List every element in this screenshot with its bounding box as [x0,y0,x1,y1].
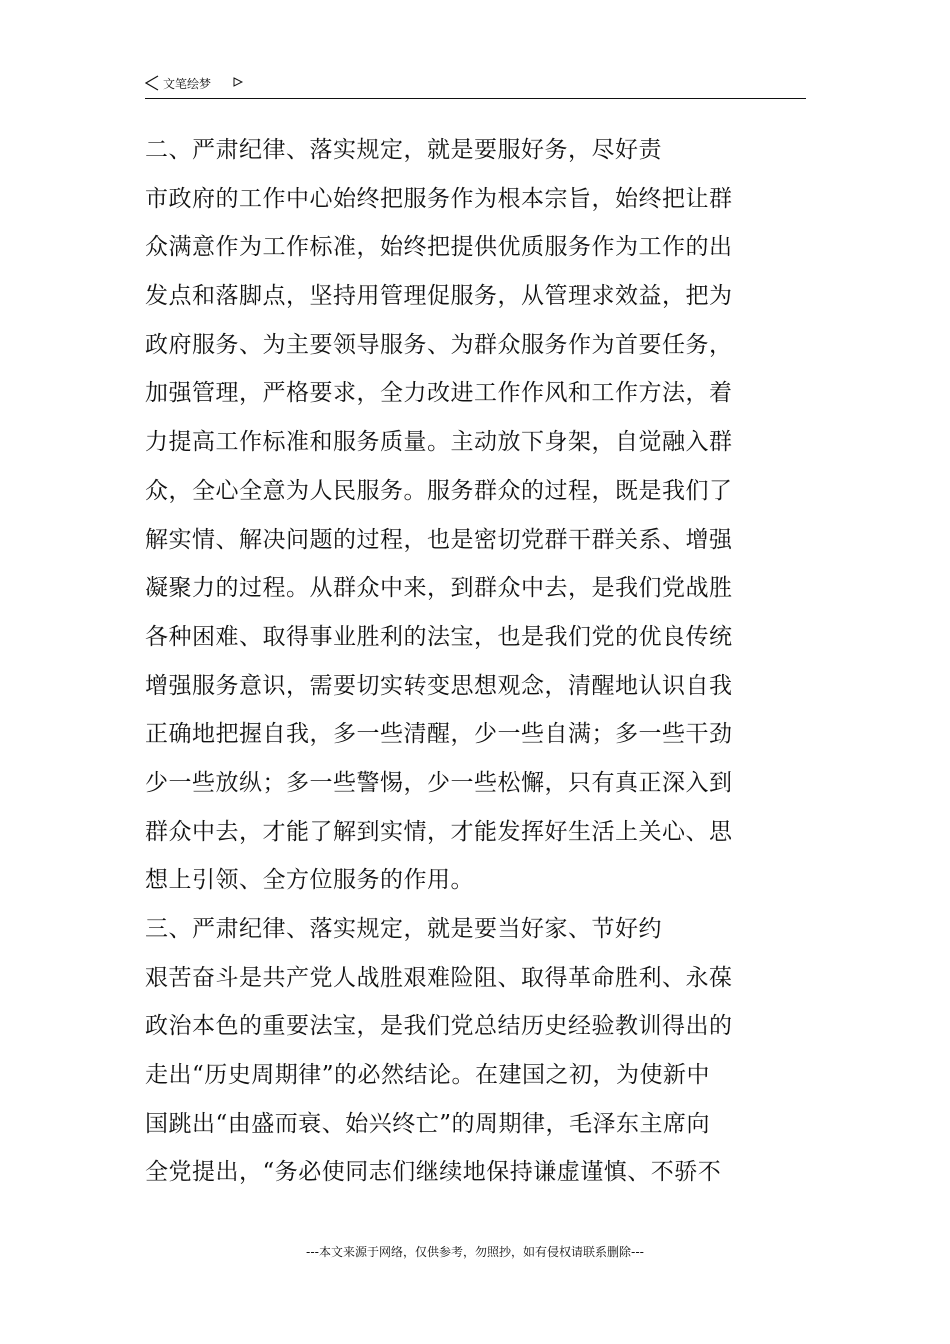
triangle-right-outline-icon [233,77,243,87]
paragraph-line: 走出“历史周期律”的必然结论。在建国之初，为使新中 [145,1062,711,1089]
paragraph-line: 各种困难、取得事业胜利的法宝，也是我们党的优良传统 [145,623,733,650]
paragraph-line: 加强管理，严格要求，全力改进工作作风和工作方法，着 [145,380,733,407]
paragraph-line: 增强服务意识，需要切实转变思想观念，清醒地认识自我 [145,672,733,699]
paragraph-line: 发点和落脚点，坚持用管理促服务，从管理求效益，把为 [145,283,733,310]
document-body [145,126,809,1197]
paragraph-line: 力提高工作标准和服务质量。主动放下身架，自觉融入群 [145,429,733,456]
footer-disclaimer: ---本文来源于网络，仅供参考，勿照抄，如有侵权请联系删除--- [306,1245,644,1259]
page-header [145,72,806,99]
paragraph-line: 全党提出，“务必使同志们继续地保持谦虚谨慎、不骄不 [145,1159,722,1186]
header-title: 文笔绘梦 [163,77,212,91]
section-heading: 二、严肃纪律、落实规定，就是要服好务，尽好责 [145,137,662,163]
paragraph-line: 少一些放纵；多一些警惕，少一些松懈，只有真正深入到 [145,769,733,796]
paragraph-line: 凝聚力的过程。从群众中来，到群众中去，是我们党战胜 [145,575,733,602]
paragraph-line: 解实情、解决问题的过程，也是密切党群干群关系、增强 [145,526,733,553]
paragraph-line: 想上引领、全方位服务的作用。 [145,867,474,894]
paragraph-line: 艰苦奋斗是共产党人战胜艰难险阻、取得革命胜利、永葆 [145,964,733,991]
paragraph-line: 政府服务、为主要领导服务、为群众服务作为首要任务， [145,331,733,358]
paragraph-line: 群众中去，才能了解到实情，才能发挥好生活上关心、思 [145,818,733,845]
paragraph-line: 正确地把握自我，多一些清醒，少一些自满；多一些干劲 [145,721,733,748]
section-heading: 三、严肃纪律、落实规定，就是要当好家、节好约 [145,916,662,942]
paragraph-line: 政治本色的重要法宝，是我们党总结历史经验教训得出的 [145,1013,733,1040]
paragraph-line: 众满意作为工作标准，始终把提供优质服务作为工作的出 [145,234,733,261]
triangle-left-outline-icon [145,75,159,91]
paragraph-line: 众，全心全意为人民服务。服务群众的过程，既是我们了 [145,477,733,504]
paragraph-line: 国跳出“由盛而衰、始兴终亡”的周期律，毛泽东主席向 [145,1110,711,1137]
paragraph-line: 市政府的工作中心始终把服务作为根本宗旨，始终把让群 [145,185,733,212]
